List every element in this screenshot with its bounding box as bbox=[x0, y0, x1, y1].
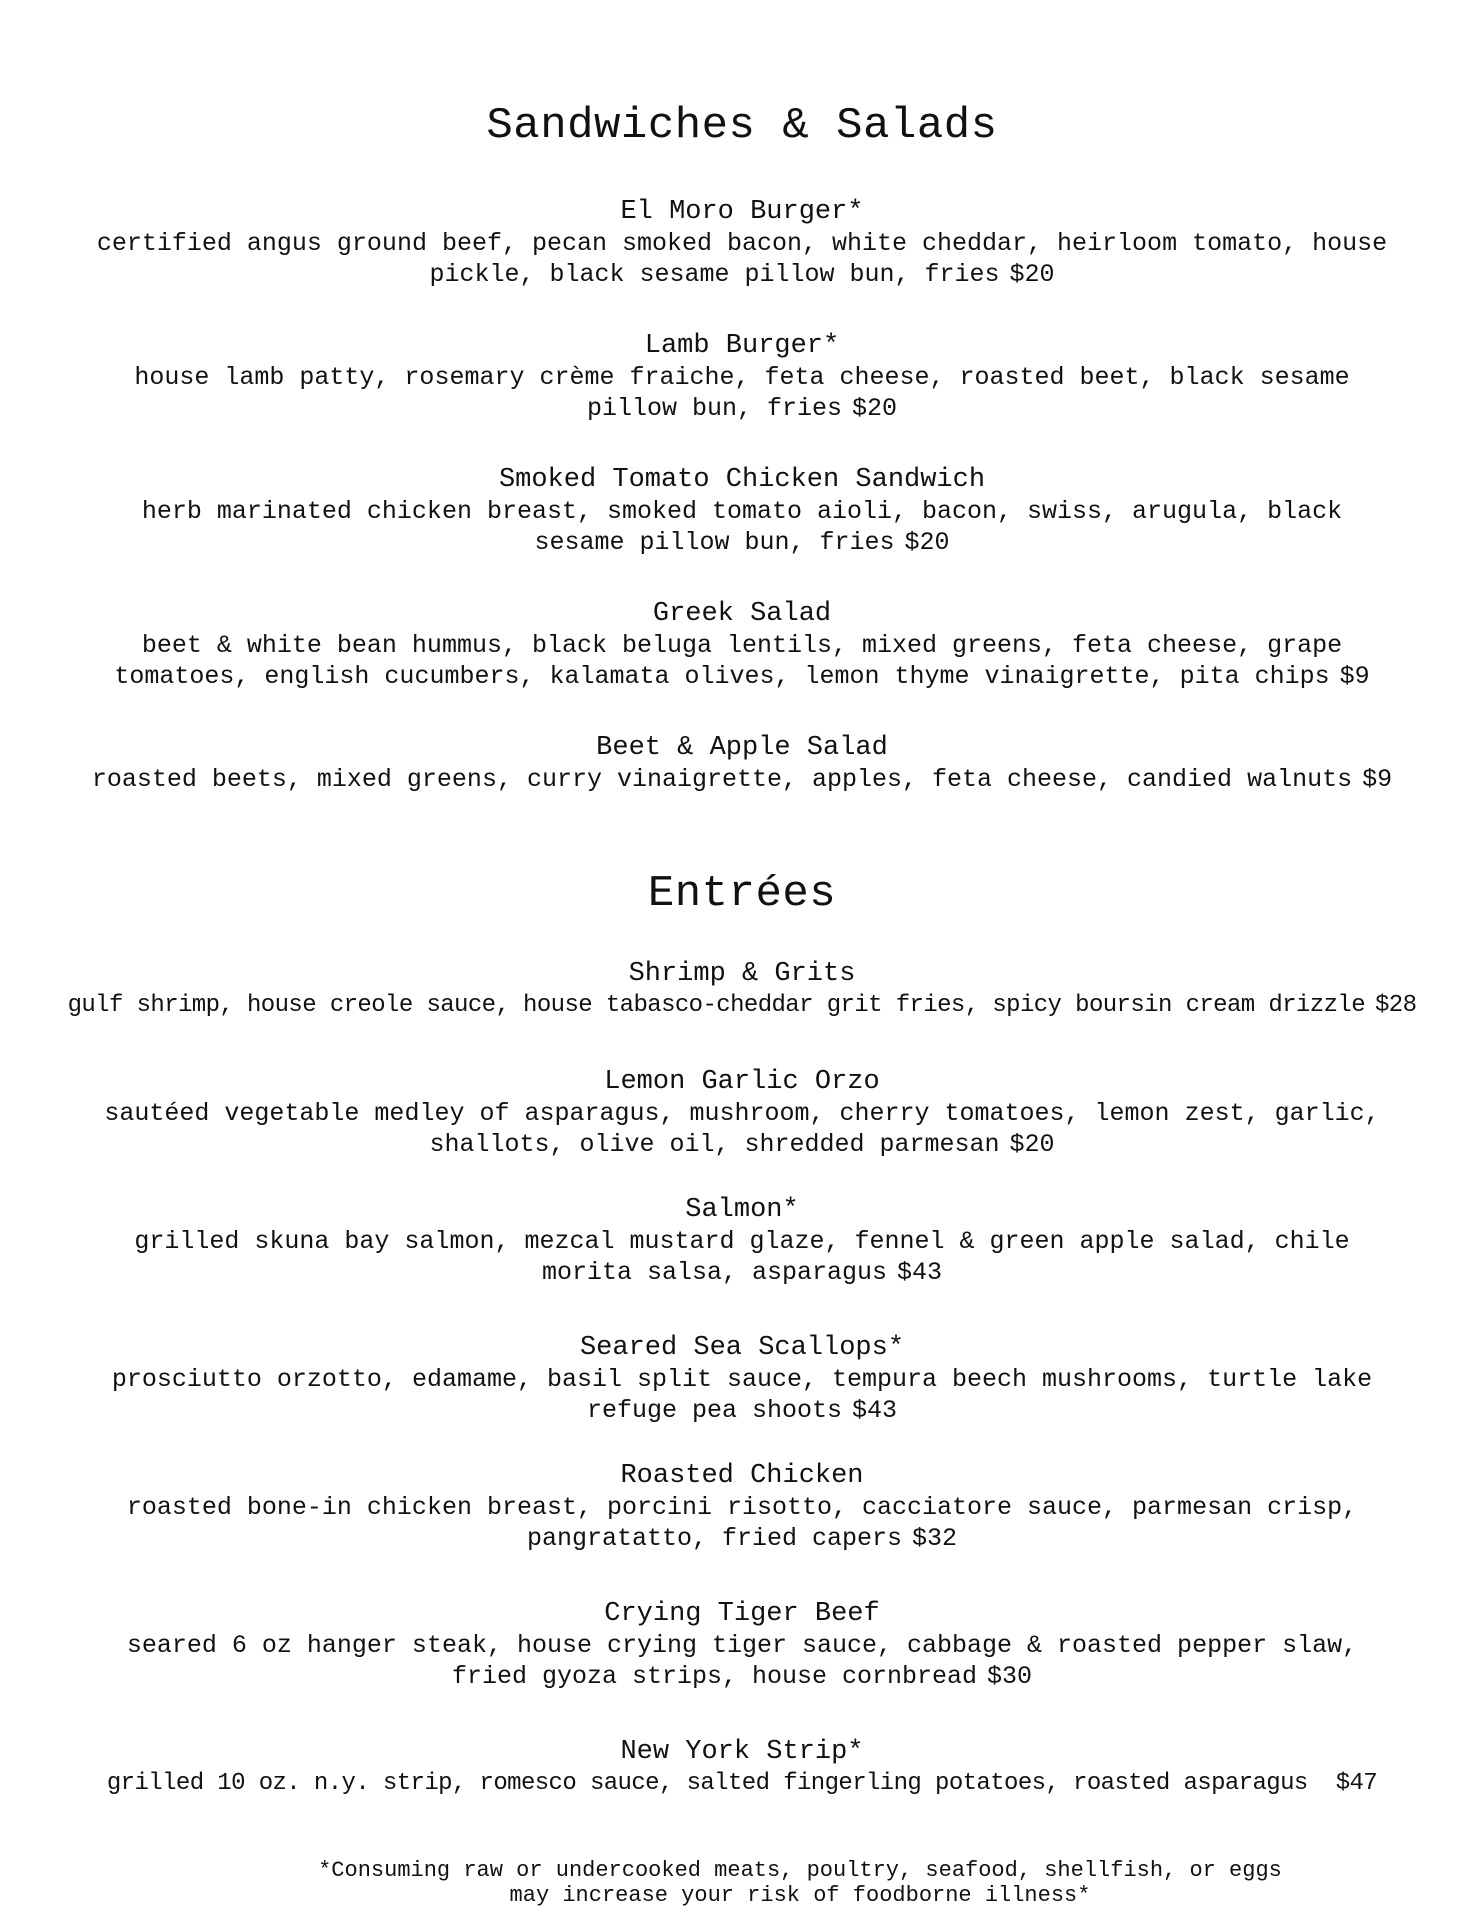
item-name: Smoked Tomato Chicken Sandwich bbox=[498, 465, 986, 495]
menu-item-salmon bbox=[40, 1194, 1444, 1288]
item-description: grilled 10 oz. n.y. strip, romesco sauce, salted fingerling potatoes, roasted asparagus $47 bbox=[106, 1770, 1378, 1797]
menu-item-lamb-burger bbox=[40, 330, 1444, 424]
item-name: Crying Tiger Beef bbox=[604, 1599, 880, 1629]
disclaimer-line-2: may increase your risk of foodborne illness* bbox=[509, 1883, 1091, 1908]
section-title-entrees: Entrées bbox=[647, 869, 837, 919]
item-price: $20 bbox=[904, 528, 950, 557]
item-name: Lemon Garlic Orzo bbox=[604, 1067, 880, 1097]
menu-item-smoked-tomato-chicken-sandwich bbox=[40, 464, 1444, 558]
item-description: grilled skuna bay salmon, mezcal mustard glaze, fennel & green apple salad, chile morita salsa, asparagus $43 bbox=[134, 1227, 1350, 1287]
menu-item-seared-sea-scallops bbox=[40, 1332, 1444, 1426]
item-price: $20 bbox=[852, 394, 898, 423]
item-description: sautéed vegetable medley of asparagus, mushroom, cherry tomatoes, lemon zest, garlic, shallots, olive oil, shredded parmesan $20 bbox=[104, 1099, 1380, 1159]
menu-item-greek-salad bbox=[40, 598, 1444, 692]
item-description: certified angus ground beef, pecan smoked bacon, white cheddar, heirloom tomato, house pickle, black sesame pillow bun, fries $20 bbox=[96, 229, 1388, 289]
menu-item-shrimp-grits bbox=[40, 958, 1444, 1021]
item-price: $28 bbox=[1375, 992, 1417, 1019]
menu-item-new-york-strip bbox=[40, 1736, 1444, 1799]
menu-item-roasted-chicken bbox=[40, 1460, 1444, 1554]
item-description: gulf shrimp, house creole sauce, house tabasco-cheddar grit fries, spicy boursin cream drizzle $28 bbox=[67, 992, 1417, 1019]
item-name: Beet & Apple Salad bbox=[596, 733, 888, 763]
menu-item-lemon-garlic-orzo bbox=[40, 1066, 1444, 1160]
item-name: New York Strip* bbox=[620, 1737, 864, 1767]
disclaimer-line-1: *Consuming raw or undercooked meats, poultry, seafood, shellfish, or eggs bbox=[318, 1858, 1282, 1883]
menu-item-crying-tiger-beef bbox=[40, 1598, 1444, 1692]
menu-item-beet-apple-salad bbox=[40, 732, 1444, 795]
item-name: Salmon* bbox=[685, 1195, 799, 1225]
section-title-sandwiches-salads: Sandwiches & Salads bbox=[486, 101, 998, 151]
item-name: Roasted Chicken bbox=[620, 1461, 864, 1491]
item-description: herb marinated chicken breast, smoked tomato aioli, bacon, swiss, arugula, black sesame pillow bun, fries $20 bbox=[141, 497, 1343, 557]
item-description: roasted beets, mixed greens, curry vinaigrette, apples, feta cheese, candied walnuts $9 bbox=[91, 765, 1393, 794]
item-price: $47 bbox=[1335, 1770, 1378, 1797]
menu-item-el-moro-burger bbox=[40, 196, 1444, 290]
item-price: $43 bbox=[852, 1396, 898, 1425]
item-name: Seared Sea Scallops* bbox=[579, 1333, 905, 1363]
item-description: roasted bone-in chicken breast, porcini risotto, cacciatore sauce, parmesan crisp, pangratatto, fried capers $32 bbox=[126, 1493, 1358, 1553]
item-price: $30 bbox=[987, 1662, 1033, 1691]
item-name: Lamb Burger* bbox=[644, 331, 840, 361]
item-price: $9 bbox=[1362, 765, 1393, 794]
item-name: Shrimp & Grits bbox=[628, 959, 856, 989]
item-name: El Moro Burger* bbox=[620, 197, 864, 227]
item-price: $9 bbox=[1339, 662, 1370, 691]
item-description: house lamb patty, rosemary crème fraiche, feta cheese, roasted beet, black sesame pillow bun, fries $20 bbox=[134, 363, 1350, 423]
item-price: $20 bbox=[1009, 260, 1055, 289]
item-name: Greek Salad bbox=[652, 599, 832, 629]
item-price: $32 bbox=[912, 1524, 958, 1553]
item-price: $43 bbox=[897, 1258, 943, 1287]
foodborne-illness-disclaimer bbox=[300, 1858, 1300, 1908]
item-description: seared 6 oz hanger steak, house crying tiger sauce, cabbage & roasted pepper slaw, fried gyoza strips, house cornbread $30 bbox=[126, 1631, 1358, 1691]
item-price: $20 bbox=[1009, 1130, 1055, 1159]
item-description: prosciutto orzotto, edamame, basil split sauce, tempura beech mushrooms, turtle lake refuge pea shoots $43 bbox=[111, 1365, 1373, 1425]
item-description: beet & white bean hummus, black beluga lentils, mixed greens, feta cheese, grape tomatoes, english cucumbers, kalamata olives, lemon thyme vinaigrette, pita chips $9 bbox=[114, 631, 1370, 691]
